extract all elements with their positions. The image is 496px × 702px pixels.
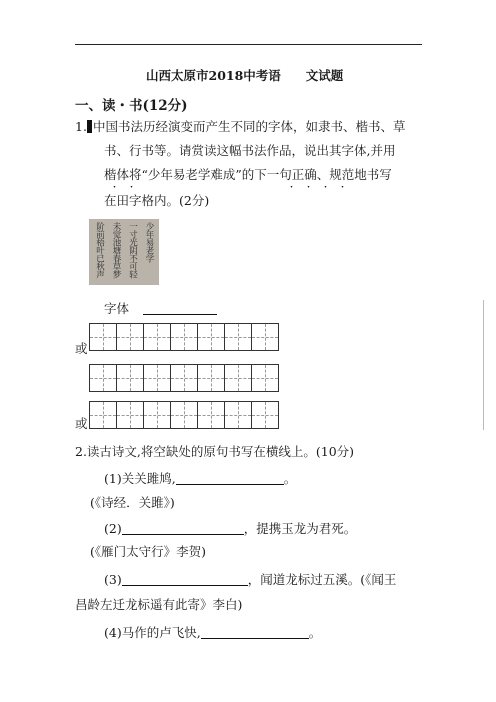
or-label: 或 [75,341,88,356]
grid-cell[interactable] [89,364,117,392]
margin-rule [483,300,484,430]
q2-item1-suffix: 。 [283,471,297,486]
calligraphy-column: 阶前梧叶已秋声 [94,222,105,278]
grid-cell[interactable] [251,364,279,392]
grid-cell[interactable] [89,401,117,429]
grid-cell[interactable] [170,401,198,429]
text-cursor [87,120,92,133]
q1-line1 [75,120,405,134]
q1-number: 1. [75,119,87,134]
tianzige-grid-1[interactable] [90,323,279,351]
grid-cell[interactable] [89,323,117,351]
q2-heading: 2.读古诗文,将空缺处的原句书写在横线上。(10分) [75,444,355,459]
grid-cell[interactable] [116,364,144,392]
grid-cell[interactable] [116,401,144,429]
grid-cell[interactable] [197,401,225,429]
grid-cell[interactable] [197,364,225,392]
q2-item1-prefix: (1)关关雎鸠, [104,471,176,486]
q2-item4-blank[interactable] [201,626,309,639]
or-label: 或 [75,416,88,431]
grid-cell[interactable] [116,323,144,351]
grid-cell[interactable] [224,401,252,429]
q2-item2-blank[interactable] [122,522,244,535]
q2-item1-blank[interactable] [176,472,284,485]
grid-cell[interactable] [170,323,198,351]
emphasis-dots-right: ・・・・ [287,183,356,193]
grid-cell[interactable] [224,364,252,392]
q2-item2-suffix: ，提携玉龙为君死。 [243,521,357,536]
calligraphy-column: 一寸光阴不可轻 [127,222,138,278]
q2-item1 [104,472,296,486]
q1-text1: 中国书法历经演变而产生不同的字体，如隶书、楷书、草 [92,119,406,134]
q2-item3-prefix: (3) [104,572,122,587]
q2-item3-cont: 昌龄左迁龙标遥有此寄》李白) [75,597,243,612]
q1-line2: 书、行书等。请赏读这幅书法作品，说出其字体,并用 [104,143,396,158]
emphasis-dots-left: ・・ [110,183,145,193]
font-label: 字体 [104,301,130,316]
q2-item2 [104,522,356,536]
page-title: 山西太原市2018中考语 文试题 [146,68,344,83]
grid-cell[interactable] [224,323,252,351]
q1-line4: 在田字格内。(2分) [104,193,210,208]
q2-item1-source: (《诗经．关雎》) [90,495,175,510]
calligraphy-image [89,219,159,285]
grid-cell[interactable] [197,323,225,351]
q1-line3: 楷体将“少年易老学难成”的下一句正确、规范地书写 [104,167,392,182]
q2-item4 [104,626,321,640]
calligraphy-column: 少年易老学 [144,222,154,262]
tianzige-grid-2[interactable] [90,364,279,392]
tianzige-grid-3[interactable] [90,401,279,429]
font-answer-blank[interactable] [143,302,217,315]
grid-cell[interactable] [170,364,198,392]
q2-item3-suffix: ，闻道龙标过五溪。(《闻王 [247,572,397,587]
q2-item3-blank[interactable] [122,573,248,586]
q2-item2-source: (《雁门太守行》李贺) [90,544,207,559]
font-answer-row [104,302,217,316]
grid-cell[interactable] [251,401,279,429]
top-rule [75,44,422,45]
q2-item3 [104,573,396,587]
grid-cell[interactable] [143,401,171,429]
q2-item4-suffix: 。 [308,625,322,640]
grid-cell[interactable] [143,323,171,351]
q2-item4-prefix: (4)马作的卢飞快, [104,625,201,640]
calligraphy-column: 未觉池塘春草梦 [111,222,121,278]
grid-cell[interactable] [143,364,171,392]
q2-item2-prefix: (2) [104,521,122,536]
section-heading: 一、读・书(12分) [75,98,188,114]
grid-cell[interactable] [251,323,279,351]
